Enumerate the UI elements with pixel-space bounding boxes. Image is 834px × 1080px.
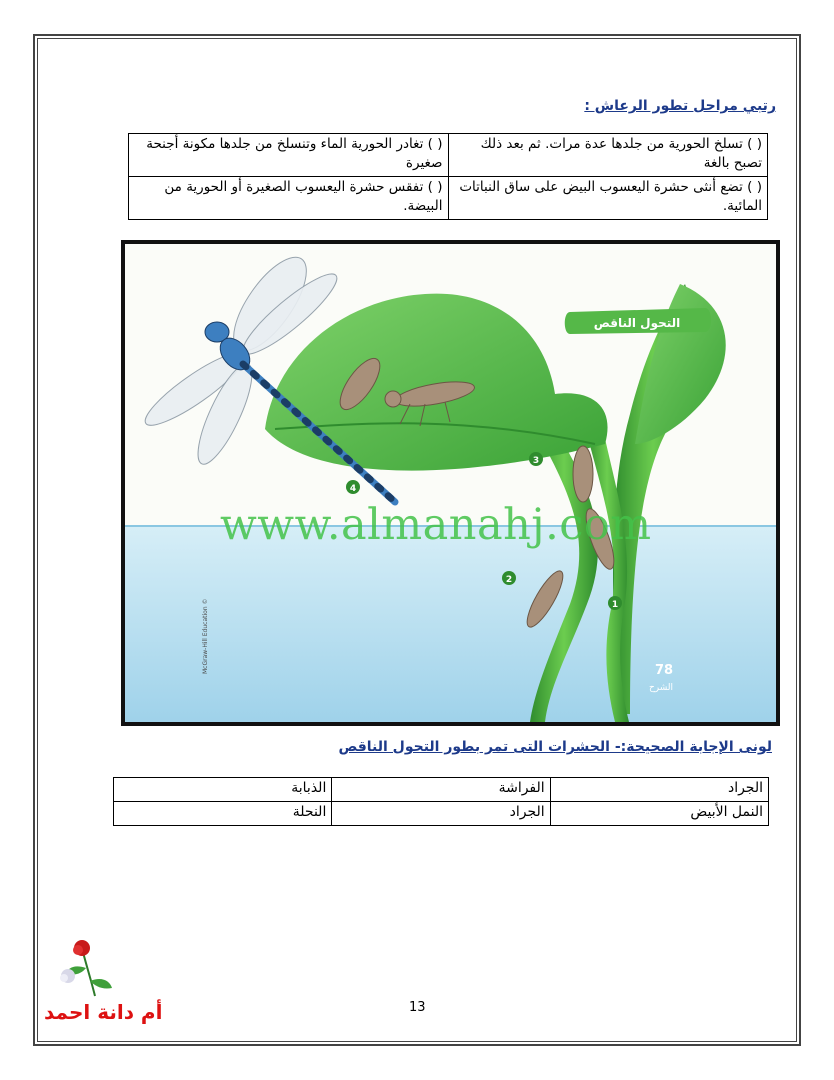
table-row [129, 177, 768, 220]
choices-table [113, 777, 769, 826]
choice-cell[interactable]: الجراد [332, 802, 550, 826]
step-cell[interactable]: ( ) تغادر الحورية الماء وتنسلخ من جلدها مكونة أجنحة صغيرة [129, 134, 449, 177]
choice-cell[interactable]: النحلة [114, 802, 332, 826]
large-leaf [265, 294, 608, 471]
metamorphosis-illustration [121, 240, 780, 726]
exercise1-heading: رتبي مراحل تطور الرعاش : [584, 98, 776, 114]
choice-cell[interactable]: الفراشة [332, 778, 550, 802]
choice-cell[interactable]: الذبابة [114, 778, 332, 802]
image-credit: McGraw-Hill Education © [202, 598, 209, 674]
stage-number-4 [346, 480, 360, 494]
exercise2-heading: لونى الإجابة الصحيحة:- الحشرات التى تمر بطور التحول الناقص [338, 739, 772, 755]
table-row [114, 802, 769, 826]
choice-cell[interactable]: النمل الأبيض [550, 802, 768, 826]
illustration-drawing [125, 244, 776, 722]
svg-text:1: 1 [611, 600, 619, 610]
table-row [114, 778, 769, 802]
choice-cell[interactable]: الجراد [550, 778, 768, 802]
page-number: 13 [409, 1000, 426, 1015]
stage-number-3 [529, 452, 543, 466]
ordering-table [128, 133, 768, 220]
step-cell[interactable]: ( ) تفقس حشرة اليعسوب الصغيرة أو الحورية من البيضة. [129, 177, 449, 220]
watermark-url: www.almanahj.com [220, 500, 652, 550]
svg-text:3: 3 [532, 456, 540, 466]
badge-label: التحول الناقص [593, 316, 681, 330]
logo-text: أم دانة احمد [44, 1000, 163, 1024]
table-row [129, 134, 768, 177]
step-cell[interactable]: ( ) تسلخ الحورية من جلدها عدة مرات. ثم بعد ذلك تصبح بالغة [448, 134, 768, 177]
stage-number-1 [608, 596, 622, 610]
page-ref-number: 78 [655, 663, 674, 678]
svg-text:4: 4 [349, 484, 357, 494]
stage-number-2 [502, 571, 516, 585]
step-cell[interactable]: ( ) تضع أنثى حشرة اليعسوب البيض على ساق النباتات المائية. [448, 177, 768, 220]
page-ref-label: الشرح [649, 683, 674, 693]
water-area [125, 526, 776, 722]
svg-text:2: 2 [505, 575, 513, 585]
